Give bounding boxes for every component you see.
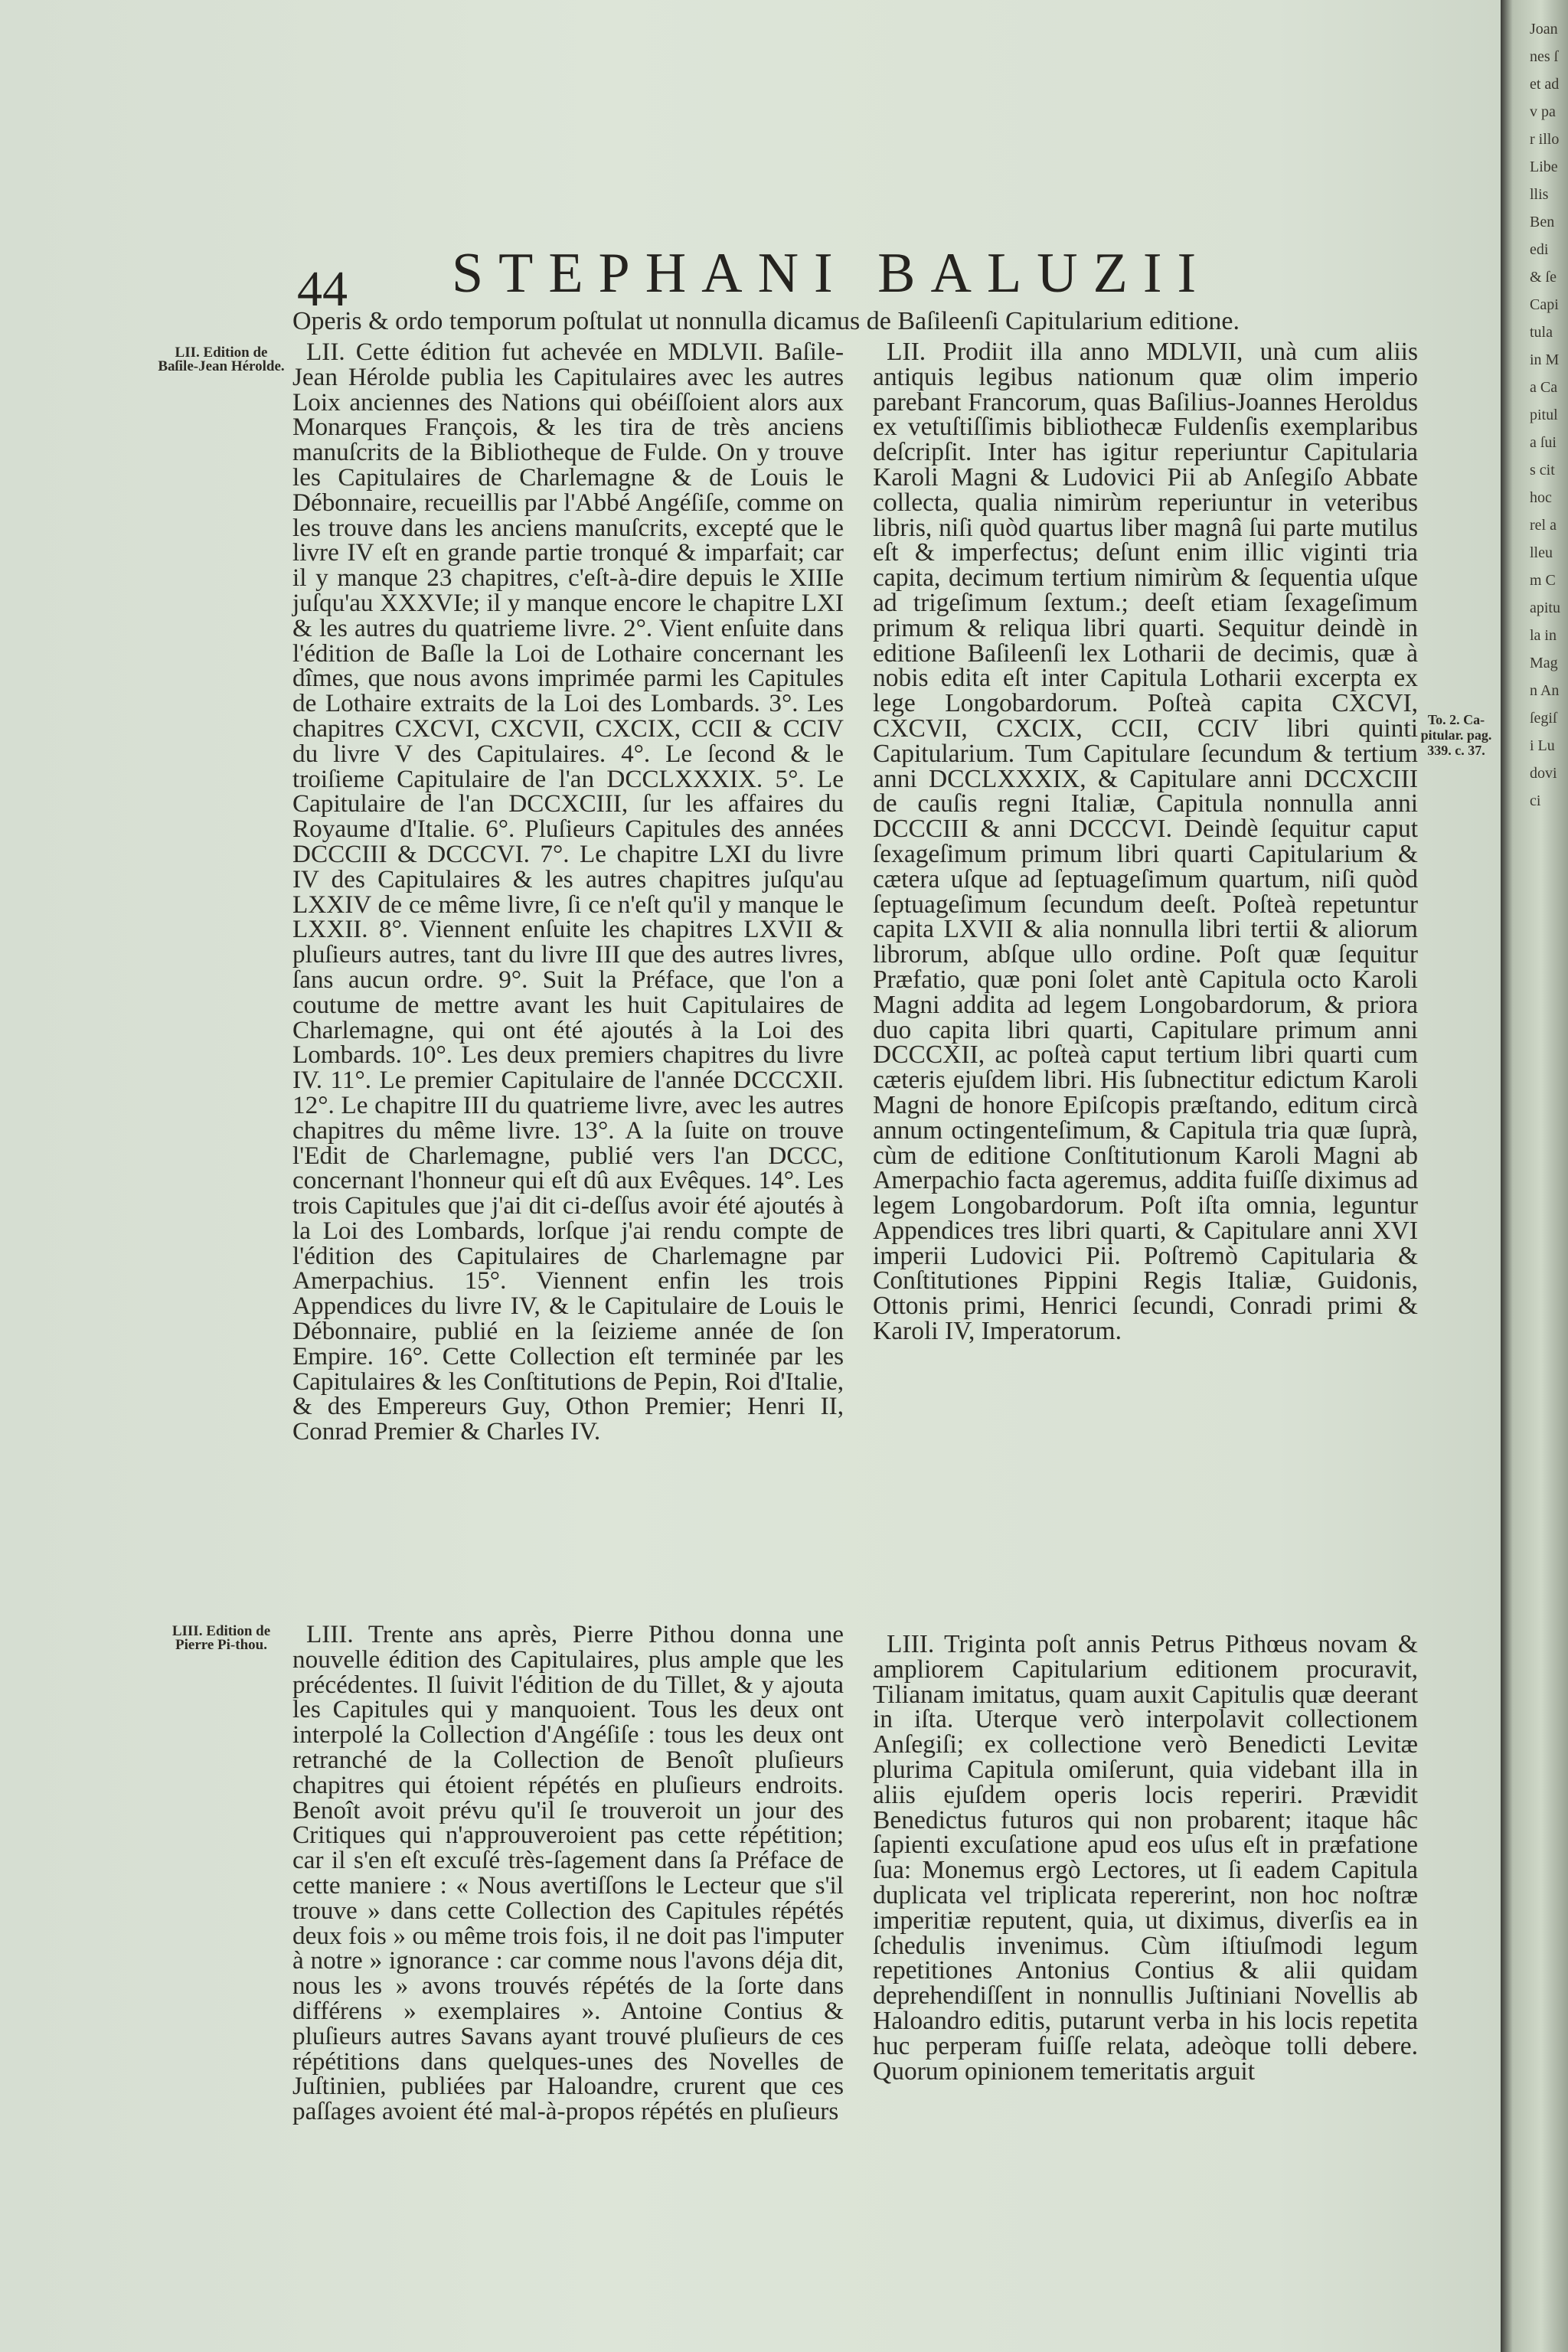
french-paragraph-lii: LII. Cette édition fut achevée en MDLVII. Baſile-Jean Hérolde publia les Capitulaires avec les autres Loix anciennes des Nations qui obéiſſoient alors aux Monarques François, & les tira de très anciens manuſcrits de la Bibliotheque de Fulde. On y trouve les Capitulaires de Charlemagne & de Louis le Débonnaire, recueillis par l'Abbé Angéſiſe, comme on les trouve dans les anciens manuſcrits, excepté que le livre IV eſt en grande partie tronqué & imparfait; car il y manque 23 chapitres, c'eſt-à-dire depuis le XIIIe juſqu'au XXXVIe; il y manque encore le chapitre LXI & les autres du quatrieme livre. 2°. Vient enſuite dans l'édition de Baſle la Loi de Lothaire concernant les dîmes, que nous avons imprimée parmi les Capitules de Lothaire extraits de la Loi des Lombards. 3°. Les chapitres CXCVI, CXCVII, CXCIX, CCII & CCIV du livre V des Capitulaires. 4°. Le ſecond & le troiſieme Capitulaire de l'an DCCLXXXIX. 5°. Le Capitulaire de l'an DCCXCIII, ſur les affaires du Royaume d'Italie. 6°. Pluſieurs Capitules des années DCCCIII & DCCCVI. 7°. Le chapitre LXI du livre IV des Capitulaires & les autres chapitres juſqu'au LXXIV de ce même livre, ſi ce n'eſt qu'il y manque le LXXII. 8°. Viennent enſuite les chapitres LXVII & pluſieurs autres, tant du livre III que des autres livres, ſans aucun ordre. 9°. Suit la Préface, que l'on a coutume de mettre avant les huit Capitulaires de Charlemagne, qui ont été ajoutés à la Loi des Lombards. 10°. Les deux premiers chapitres du livre IV. 11°. Le premier Capitulaire de l'année DCCCXII. 12°. Le chapitre III du quatrieme livre, avec les autres chapitres du même livre. 13°. A la ſuite on trouve l'Edit de Charlemagne, publié vers l'an DCCC, concernant l'honneur qui eſt dû aux Evêques. 14°. Les trois Capitules que j'ai dit ci-deſſus avoir été ajoutés à la Loi des Lombards, lorſque j'ai rendu compte de l'édition des Capitulaires de Charlemagne par Amerpachius. 15°. Viennent enfin les trois Appendices du livre IV, & le Capitulaire de Louis le Débonnaire, publié en la ſeizieme année de ſon Empire. 16°. Cette Collection eſt terminée par les Capitulaires & les Conſtitutions de Pepin, Roi d'Italie, & des Empereurs Guy, Othon Premier; Henri II, Conrad Premier & Charles IV. <box>292 338 844 1446</box>
facing-page-edge <box>1501 0 1568 2352</box>
facing-page-bleed-text: Joannes ſet adv par illo Libellis Benedi & ſe Capitula in Ma Capitula ſuis cit hoc rel alleum Capitula in Magn Anſegiſi Ludovici <box>1530 21 1560 809</box>
french-column-section-liii <box>292 1622 844 2125</box>
lead-line: Operis & ordo temporum poſtulat ut nonnulla dicamus de Baſileenſi Capitularium editione. <box>292 307 1240 335</box>
latin-column-section-lii <box>873 340 1418 1344</box>
latin-column-section-liii <box>873 1632 1418 2084</box>
page-number: 44 <box>297 261 348 317</box>
margin-note-section-liii: LIII. Edition de Pierre Pi-thou. <box>172 1623 271 1653</box>
latin-paragraph-liii: LIII. Triginta poſt annis Petrus Pithœus novam & ampliorem Capitularium editionem procuravit, Tilianam imitatus, quam auxit Capitulis quæ deerant in iſta. Uterque verò interpolavit collectionem Anſegiſi; ex collectione verò Benedicti Levitæ plurima Capitula omiſerunt, quia videbant illa in aliis ejuſdem operis locis reperiri. Prævidit Benedictus futuros qui non probarent; itaque hâc ſapienti excuſatione apud eos uſus eſt in præfatione ſua: Monemus ergò Lectores, ut ſi eadem Capitula duplicata vel triplicata repererint, non hoc noſtræ imperitiæ reputent, quia, ut diximus, diverſis ea in ſchedulis invenimus. Cùm iſtiuſmodi legum repetitiones Antonius Contius & alii quidam deprehendiſſent in nonnullis Juſtiniani Novellis ab Haloandro editis, putarunt verba in his locis repetita huc perperam fuiſſe relata, adeòque tolli debere. Quorum opinionem temeritatis arguit <box>873 1630 1418 2086</box>
margin-note-section-lii: LII. Edition de Baſile-Jean Hérolde. <box>158 345 285 374</box>
margin-note-reference: To. 2. Ca-pitular. pag. 339. c. 37. <box>1420 712 1492 758</box>
latin-paragraph-lii: LII. Prodiit illa anno MDLVII, unà cum aliis antiquis legibus nationum quæ olim imperio parebant Francorum, quas Baſilius-Joannes Heroldus ex vetuſtiſſimis bibliothecæ Fuldenſis exemplaribus deſcripſit. Inter has igitur reperiuntur Capitularia Karoli Magni & Ludovici Pii ab Anſegiſo Abbate collecta, qualia nimirùm reperiuntur in veteribus libris, niſi quòd quartus liber magnâ ſui parte mutilus eſt & imperfectus; deſunt enim illic viginti tria capita, decimum tertium nimirùm & ſequentia uſque ad trigeſimum ſextum.; deeſt etiam ſexageſimum primum & reliqua libri quarti. Sequitur deindè in editione Baſileenſi lex Lotharii de decimis, quæ à nobis edita eſt inter Capitula Lotharii excerpta ex lege Longobardorum. Poſteà capita CXCVI, CXCVII, CXCIX, CCII, CCIV libri quinti Capitularium. Tum Capitulare ſecundum & tertium anni DCCLXXXIX, & Capitulare anni DCCXCIII de cauſis regni Italiæ, Capitula nonnulla anni DCCCIII & anni DCCCVI. Deindè ſequitur caput ſexageſimum primum libri quarti Capitularium & cætera uſque ad ſeptuageſimum quartum, niſi quòd ſeptuageſimum ſecundum deeſt. Poſteà repetuntur capita LXVII & alia nonnulla libri tertii & aliorum librorum, abſque ullo ordine. Poſt quæ ſequitur Præfatio, quæ poni ſolet antè Capitula octo Karoli Magni addita ad legem Longobardorum, & priora duo capita libri quarti, Capitulare primum anni DCCCXII, ac poſteà caput tertium libri quarti cum cæteris ejuſdem libri. His ſubnectitur edictum Karoli Magni de honore Epiſcopis præſtando, editum circà annum octingenteſimum, & Capitula tria quæ ſuprà, cùm de editione Conſtitutionum Karoli Magni ab Amerpachio facta ageremus, addita fuiſſe diximus ad legem Longobardorum. Poſt iſta omnia, leguntur Appendices tres libri quarti, & Capitulare anni XVI imperii Ludovici Pii. Poſtremò Capitularia & Conſtitutiones Pippini Regis Italiæ, Guidonis, Ottonis primi, Henrici ſecundi, Conradi primi & Karoli IV, Imperatorum. <box>873 338 1418 1346</box>
french-column-section-lii <box>292 340 844 1445</box>
running-title: STEPHANI BALUZII <box>452 242 1212 305</box>
page-header <box>0 234 1501 317</box>
french-paragraph-liii: LIII. Trente ans après, Pierre Pithou donna une nouvelle édition des Capitulaires, plus ample que les précédentes. Il ſuivit l'édition de du Tillet, & y ajouta les Capitules qui y manquoient. Tous les deux ont interpolé la Collection d'Angéſiſe : tous les deux ont retranché de la Collection de Benoît pluſieurs chapitres qui étoient répétés en pluſieurs endroits. Benoît avoit prévu qu'il ſe trouveroit un jour des Critiques qui n'approuveroient pas cette répétition; car il s'en eſt excuſé très-ſagement dans ſa Préface de cette maniere : « Nous avertiſſons le Lecteur que s'il trouve » dans cette Collection des Capitules répétés deux fois » ou même trois fois, il ne doit pas l'imputer à notre » ignorance : car comme nous l'avons déja dit, nous les » avons trouvés répétés de la ſorte dans différens » exemplaires ». Antoine Contius & pluſieurs autres Savans ayant trouvé pluſieurs de ces répétitions dans quelques-unes des Novelles de Juſtinien, publiées par Haloandre, crurent que ces paſſages avoient été mal-à-propos répétés en pluſieurs <box>292 1620 844 2126</box>
